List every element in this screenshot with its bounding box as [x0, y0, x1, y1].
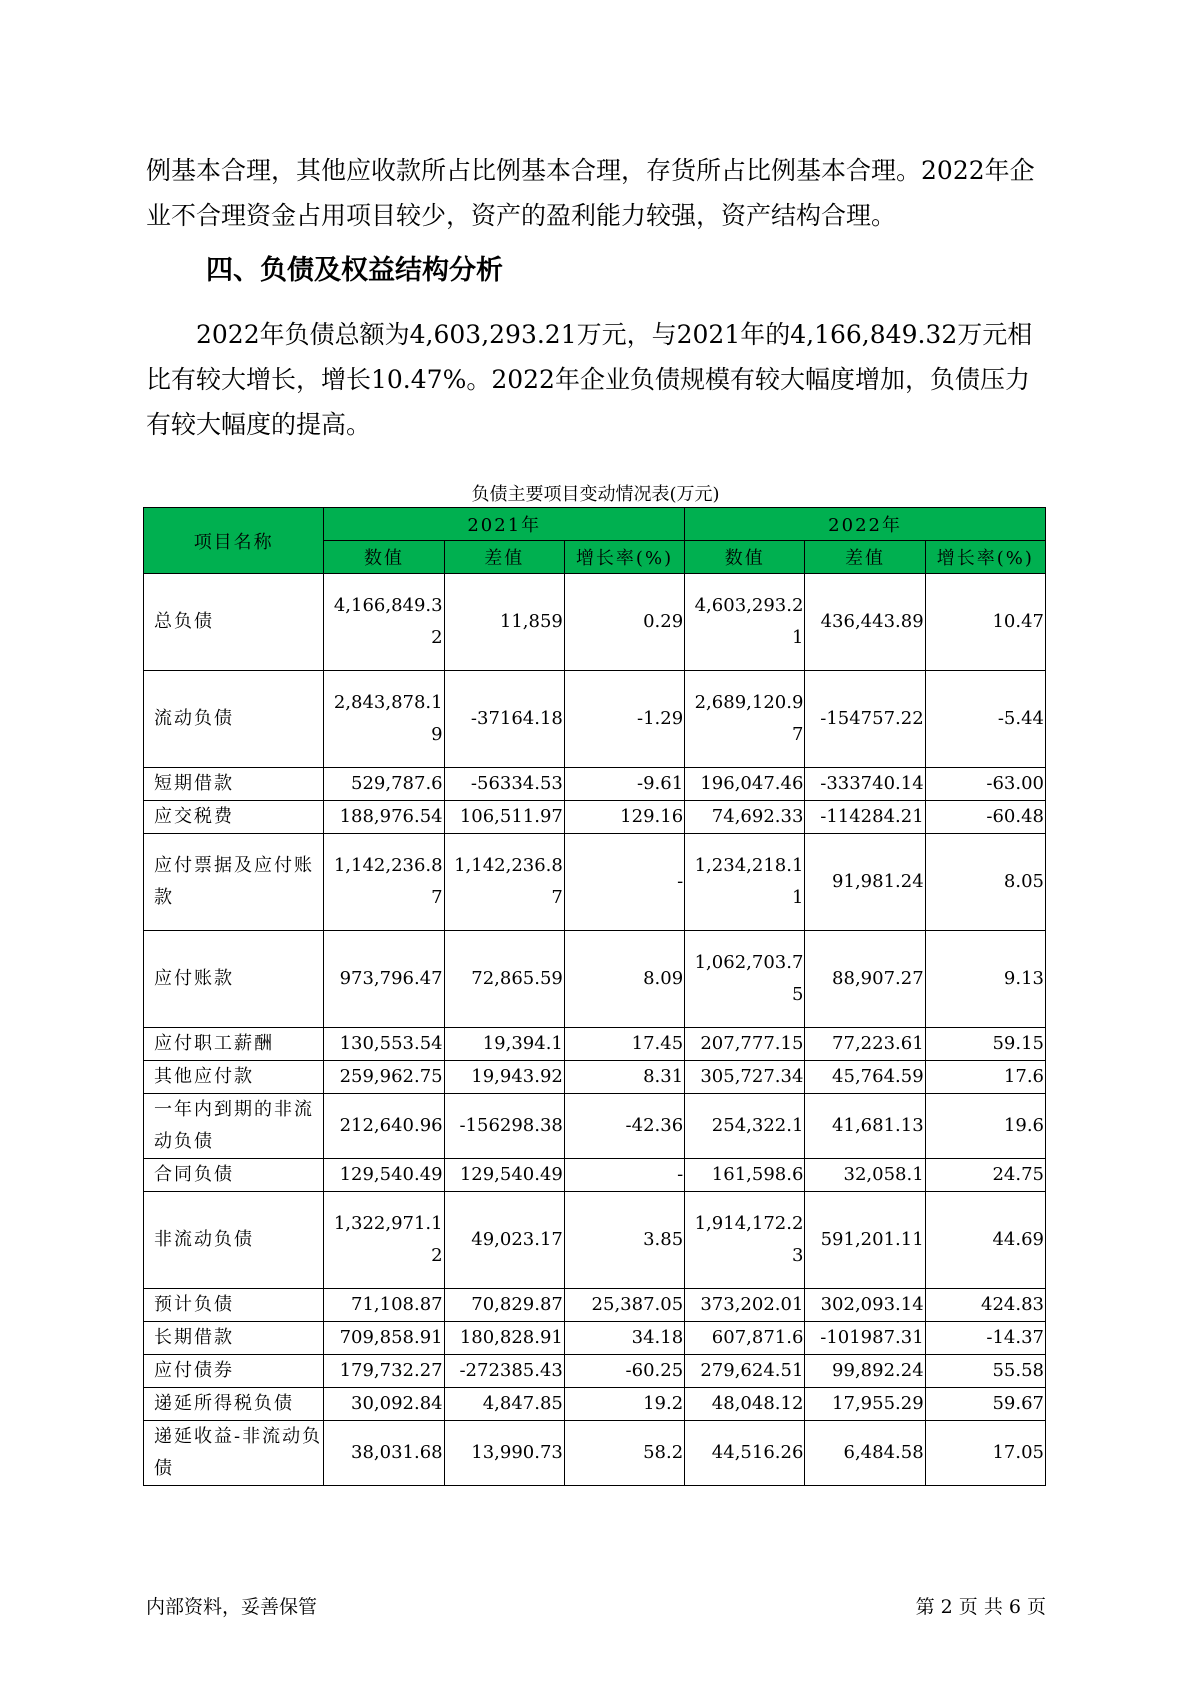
cell-r1: - — [564, 1159, 684, 1192]
cell-d2: 91,981.24 — [805, 834, 925, 931]
row-item-name: 应付职工薪酬 — [144, 1028, 324, 1061]
table-row — [144, 931, 1046, 1028]
cell-v1: 1,322,971.12 — [324, 1192, 444, 1289]
table-row — [144, 1388, 1046, 1421]
cell-d2: 88,907.27 — [805, 931, 925, 1028]
cell-d2: 32,058.1 — [805, 1159, 925, 1192]
cell-d2: 6,484.58 — [805, 1421, 925, 1486]
cell-v2: 196,047.46 — [685, 768, 805, 801]
cell-v1: 71,108.87 — [324, 1289, 444, 1322]
cell-r2: 9.13 — [925, 931, 1045, 1028]
table-row — [144, 1192, 1046, 1289]
header-diff-2021: 差值 — [444, 541, 564, 574]
cell-r2: 55.58 — [925, 1355, 1045, 1388]
cell-r2: 24.75 — [925, 1159, 1045, 1192]
cell-v1: 130,553.54 — [324, 1028, 444, 1061]
footer-confidential-note: 内部资料，妥善保管 — [146, 1596, 318, 1618]
cell-v2: 2,689,120.97 — [685, 671, 805, 768]
cell-d2: 17,955.29 — [805, 1388, 925, 1421]
table-row — [144, 1094, 1046, 1159]
cell-d2: 302,093.14 — [805, 1289, 925, 1322]
cell-v1: 973,796.47 — [324, 931, 444, 1028]
row-item-name: 一年内到期的非流动负债 — [144, 1094, 324, 1159]
cell-d2: -333740.14 — [805, 768, 925, 801]
row-item-name: 流动负债 — [144, 671, 324, 768]
table-row — [144, 671, 1046, 768]
cell-r2: -5.44 — [925, 671, 1045, 768]
cell-d1: -272385.43 — [444, 1355, 564, 1388]
cell-r1: 34.18 — [564, 1322, 684, 1355]
header-item-name: 项目名称 — [144, 508, 324, 574]
table-row — [144, 1289, 1046, 1322]
cell-d1: 4,847.85 — [444, 1388, 564, 1421]
cell-v2: 48,048.12 — [685, 1388, 805, 1421]
cell-v1: 709,858.91 — [324, 1322, 444, 1355]
cell-d2: 436,443.89 — [805, 574, 925, 671]
cell-v1: 212,640.96 — [324, 1094, 444, 1159]
cell-v2: 607,871.6 — [685, 1322, 805, 1355]
cell-r1: 17.45 — [564, 1028, 684, 1061]
cell-v1: 30,092.84 — [324, 1388, 444, 1421]
cell-v2: 1,914,172.23 — [685, 1192, 805, 1289]
cell-d1: -37164.18 — [444, 671, 564, 768]
paragraph-asset-conclusion: 例基本合理，其他应收款所占比例基本合理，存货所占比例基本合理。2022年企业不合理资金占用项目较少，资产的盈利能力较强，资产结构合理。 — [146, 156, 1035, 230]
cell-d2: -114284.21 — [805, 801, 925, 834]
cell-v2: 161,598.6 — [685, 1159, 805, 1192]
cell-r1: -60.25 — [564, 1355, 684, 1388]
header-rate-2022: 增长率(%) — [925, 541, 1045, 574]
cell-d2: 77,223.61 — [805, 1028, 925, 1061]
table-row — [144, 1322, 1046, 1355]
cell-d2: -101987.31 — [805, 1322, 925, 1355]
row-item-name: 递延所得税负债 — [144, 1388, 324, 1421]
cell-r1: -42.36 — [564, 1094, 684, 1159]
cell-d1: 19,943.92 — [444, 1061, 564, 1094]
row-item-name: 递延收益-非流动负债 — [144, 1421, 324, 1486]
row-item-name: 合同负债 — [144, 1159, 324, 1192]
cell-r1: 25,387.05 — [564, 1289, 684, 1322]
row-item-name: 总负债 — [144, 574, 324, 671]
row-item-name: 应付票据及应付账款 — [144, 834, 324, 931]
cell-r1: -9.61 — [564, 768, 684, 801]
cell-d1: 72,865.59 — [444, 931, 564, 1028]
cell-v2: 4,603,293.21 — [685, 574, 805, 671]
cell-v1: 1,142,236.87 — [324, 834, 444, 931]
row-item-name: 非流动负债 — [144, 1192, 324, 1289]
row-item-name: 应付账款 — [144, 931, 324, 1028]
cell-r1: 8.31 — [564, 1061, 684, 1094]
header-value-2022: 数值 — [685, 541, 805, 574]
cell-v1: 38,031.68 — [324, 1421, 444, 1486]
cell-r2: 8.05 — [925, 834, 1045, 931]
cell-v1: 179,732.27 — [324, 1355, 444, 1388]
header-diff-2022: 差值 — [805, 541, 925, 574]
cell-v2: 74,692.33 — [685, 801, 805, 834]
cell-d1: 1,142,236.87 — [444, 834, 564, 931]
cell-r2: -14.37 — [925, 1322, 1045, 1355]
cell-r1: 129.16 — [564, 801, 684, 834]
cell-r2: 17.6 — [925, 1061, 1045, 1094]
cell-d2: -154757.22 — [805, 671, 925, 768]
cell-v2: 254,322.1 — [685, 1094, 805, 1159]
row-item-name: 应交税费 — [144, 801, 324, 834]
cell-v2: 305,727.34 — [685, 1061, 805, 1094]
cell-v2: 44,516.26 — [685, 1421, 805, 1486]
cell-r1: -1.29 — [564, 671, 684, 768]
cell-v1: 4,166,849.32 — [324, 574, 444, 671]
liability-table — [143, 507, 1046, 1486]
cell-r2: 424.83 — [925, 1289, 1045, 1322]
table-row — [144, 801, 1046, 834]
section-heading: 四、负债及权益结构分析 — [206, 255, 503, 286]
header-year-2021: 2021年 — [324, 508, 685, 541]
cell-v1: 129,540.49 — [324, 1159, 444, 1192]
cell-r2: 19.6 — [925, 1094, 1045, 1159]
cell-v1: 259,962.75 — [324, 1061, 444, 1094]
cell-d1: 49,023.17 — [444, 1192, 564, 1289]
cell-d2: 591,201.11 — [805, 1192, 925, 1289]
row-item-name: 短期借款 — [144, 768, 324, 801]
cell-r1: 0.29 — [564, 574, 684, 671]
cell-r1: 3.85 — [564, 1192, 684, 1289]
cell-d1: 129,540.49 — [444, 1159, 564, 1192]
table-row — [144, 1355, 1046, 1388]
table-caption: 负债主要项目变动情况表(万元) — [471, 484, 720, 505]
cell-r1: 19.2 — [564, 1388, 684, 1421]
header-rate-2021: 增长率(%) — [564, 541, 684, 574]
cell-d1: 70,829.87 — [444, 1289, 564, 1322]
footer-page-number: 第 2 页 共 6 页 — [915, 1596, 1046, 1618]
table-row — [144, 834, 1046, 931]
row-item-name: 长期借款 — [144, 1322, 324, 1355]
table-row — [144, 768, 1046, 801]
cell-v1: 188,976.54 — [324, 801, 444, 834]
header-year-2022: 2022年 — [685, 508, 1046, 541]
cell-d1: 11,859 — [444, 574, 564, 671]
cell-v1: 529,787.6 — [324, 768, 444, 801]
cell-r2: 59.15 — [925, 1028, 1045, 1061]
row-item-name: 其他应付款 — [144, 1061, 324, 1094]
cell-r2: -63.00 — [925, 768, 1045, 801]
cell-r1: 58.2 — [564, 1421, 684, 1486]
cell-v2: 207,777.15 — [685, 1028, 805, 1061]
cell-v2: 279,624.51 — [685, 1355, 805, 1388]
cell-d1: -56334.53 — [444, 768, 564, 801]
cell-v2: 373,202.01 — [685, 1289, 805, 1322]
cell-d2: 41,681.13 — [805, 1094, 925, 1159]
cell-v2: 1,234,218.11 — [685, 834, 805, 931]
row-item-name: 应付债券 — [144, 1355, 324, 1388]
row-item-name: 预计负债 — [144, 1289, 324, 1322]
cell-d1: 106,511.97 — [444, 801, 564, 834]
cell-r2: 59.67 — [925, 1388, 1045, 1421]
table-row — [144, 574, 1046, 671]
table-row — [144, 1421, 1046, 1486]
table-row — [144, 1061, 1046, 1094]
cell-d1: 19,394.1 — [444, 1028, 564, 1061]
cell-r2: 17.05 — [925, 1421, 1045, 1486]
cell-d1: -156298.38 — [444, 1094, 564, 1159]
table-row — [144, 1159, 1046, 1192]
cell-r1: - — [564, 834, 684, 931]
cell-r1: 8.09 — [564, 931, 684, 1028]
table-row — [144, 1028, 1046, 1061]
cell-v2: 1,062,703.75 — [685, 931, 805, 1028]
cell-d2: 99,892.24 — [805, 1355, 925, 1388]
cell-d1: 13,990.73 — [444, 1421, 564, 1486]
cell-d2: 45,764.59 — [805, 1061, 925, 1094]
header-value-2021: 数值 — [324, 541, 444, 574]
cell-r2: 44.69 — [925, 1192, 1045, 1289]
cell-v1: 2,843,878.19 — [324, 671, 444, 768]
cell-r2: 10.47 — [925, 574, 1045, 671]
paragraph-liability-summary: 2022年负债总额为4,603,293.21万元，与2021年的4,166,849.32万元相比有较大增长，增长10.47%。2022年企业负债规模有较大幅度增加，负债压力有较大幅度的提高。 — [146, 320, 1033, 439]
cell-r2: -60.48 — [925, 801, 1045, 834]
cell-d1: 180,828.91 — [444, 1322, 564, 1355]
